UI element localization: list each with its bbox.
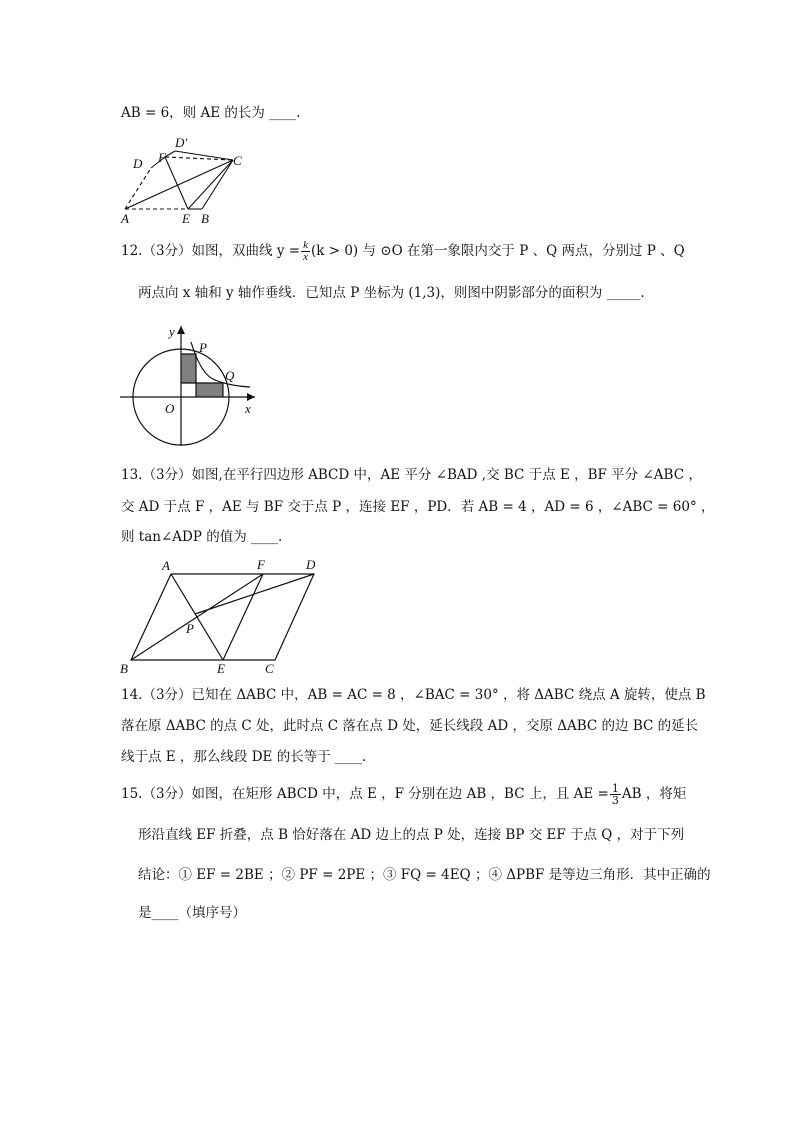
fig11-label-b: B <box>201 211 209 226</box>
q12-line1-post: (k > 0) 与 ⊙O 在第一象限内交于 P 、Q 两点，分别过 P 、Q <box>310 243 685 259</box>
fig12-label-y: y <box>169 324 175 339</box>
q13-line3: 则 tan∠ADP 的值为 ____. <box>121 529 283 545</box>
q15-fraction <box>610 783 621 806</box>
q15-frac-den: 3 <box>611 794 619 807</box>
q15-line1-post: AB ，将矩 <box>621 786 687 802</box>
fig12-label-x: x <box>245 401 251 416</box>
q14-line2: 落在原 ΔABC 的点 C 处，此时点 C 落在点 D 处，延长线段 AD ，交原 ΔABC 的边 BC 的延长 <box>121 718 699 734</box>
q13-line2: 交 AD 于点 F ，AE 与 BF 交于点 P ，连接 EF ，PD．若 AB = 4 ，AD = 6 ，∠ABC = 60° ， <box>121 499 715 515</box>
fig13-label-p: P <box>186 621 194 636</box>
fig12-label-q: Q <box>225 368 235 383</box>
fig11-label-d: D <box>133 156 143 171</box>
q12-line1 <box>121 240 685 263</box>
q15-line2: 形沿直线 EF 折叠，点 B 恰好落在 AD 边上的点 P 处，连接 BP 交 EF 于点 Q ，对于下列 <box>138 827 685 843</box>
q14-line3: 线于点 E ，那么线段 DE 的长等于 ____. <box>121 749 367 765</box>
fig13-label-c: C <box>265 661 274 676</box>
q13-line1: 13.（3分）如图,在平行四边形 ABCD 中，AE 平分 ∠BAD ,交 BC 于点 E ，BF 平分 ∠ABC ， <box>121 467 702 483</box>
q15-line1 <box>121 783 686 806</box>
q14-line1: 14.（3分）已知在 ΔABC 中，AB = AC = 8 ，∠BAC = 30° ，将 ΔABC 绕点 A 旋转，使点 B <box>121 687 706 703</box>
fig12-label-p: P <box>199 340 207 355</box>
q15-line3: 结论：① EF = 2BE ；② PF = 2PE ；③ FQ = 4EQ ；④ ΔPBF 是等边三角形．其中正确的 <box>138 867 711 883</box>
fig11-label-a: A <box>121 211 129 226</box>
fig12-label-o: O <box>165 401 175 416</box>
q12-line2: 两点向 x 轴和 y 轴作垂线．已知点 P 坐标为 (1,3)，则图中阴影部分的面积为 _____. <box>138 285 645 301</box>
figure-q12 <box>115 320 265 450</box>
fig13-label-a: A <box>162 558 170 573</box>
q15-line1-pre: 15.（3分）如图，在矩形 ABCD 中，点 E ，F 分别在边 AB ，BC 上，且 AE = <box>121 786 609 802</box>
q11-tail: AB = 6，则 AE 的长为 ____. <box>121 105 301 121</box>
q12-frac-den: x <box>303 251 308 263</box>
q12-fraction <box>301 240 310 263</box>
fig13-label-b: B <box>120 661 128 676</box>
figure-q11 <box>115 133 265 226</box>
q15-line4: 是____（填序号） <box>138 905 246 921</box>
q15-frac-num: 1 <box>611 782 619 795</box>
fig13-label-e: E <box>217 661 225 676</box>
fig11-label-f: F <box>158 150 166 165</box>
fig11-label-dprime: D′ <box>175 135 188 150</box>
fig11-label-e: E <box>182 211 190 226</box>
q12-line1-pre: 12.（3分）如图，双曲线 y = <box>121 243 301 259</box>
q12-frac-num: k <box>303 239 308 251</box>
fig13-label-f: F <box>257 557 265 572</box>
fig13-label-d: D <box>306 557 316 572</box>
fig11-label-c: C <box>233 153 242 168</box>
figure-q13 <box>115 555 335 675</box>
